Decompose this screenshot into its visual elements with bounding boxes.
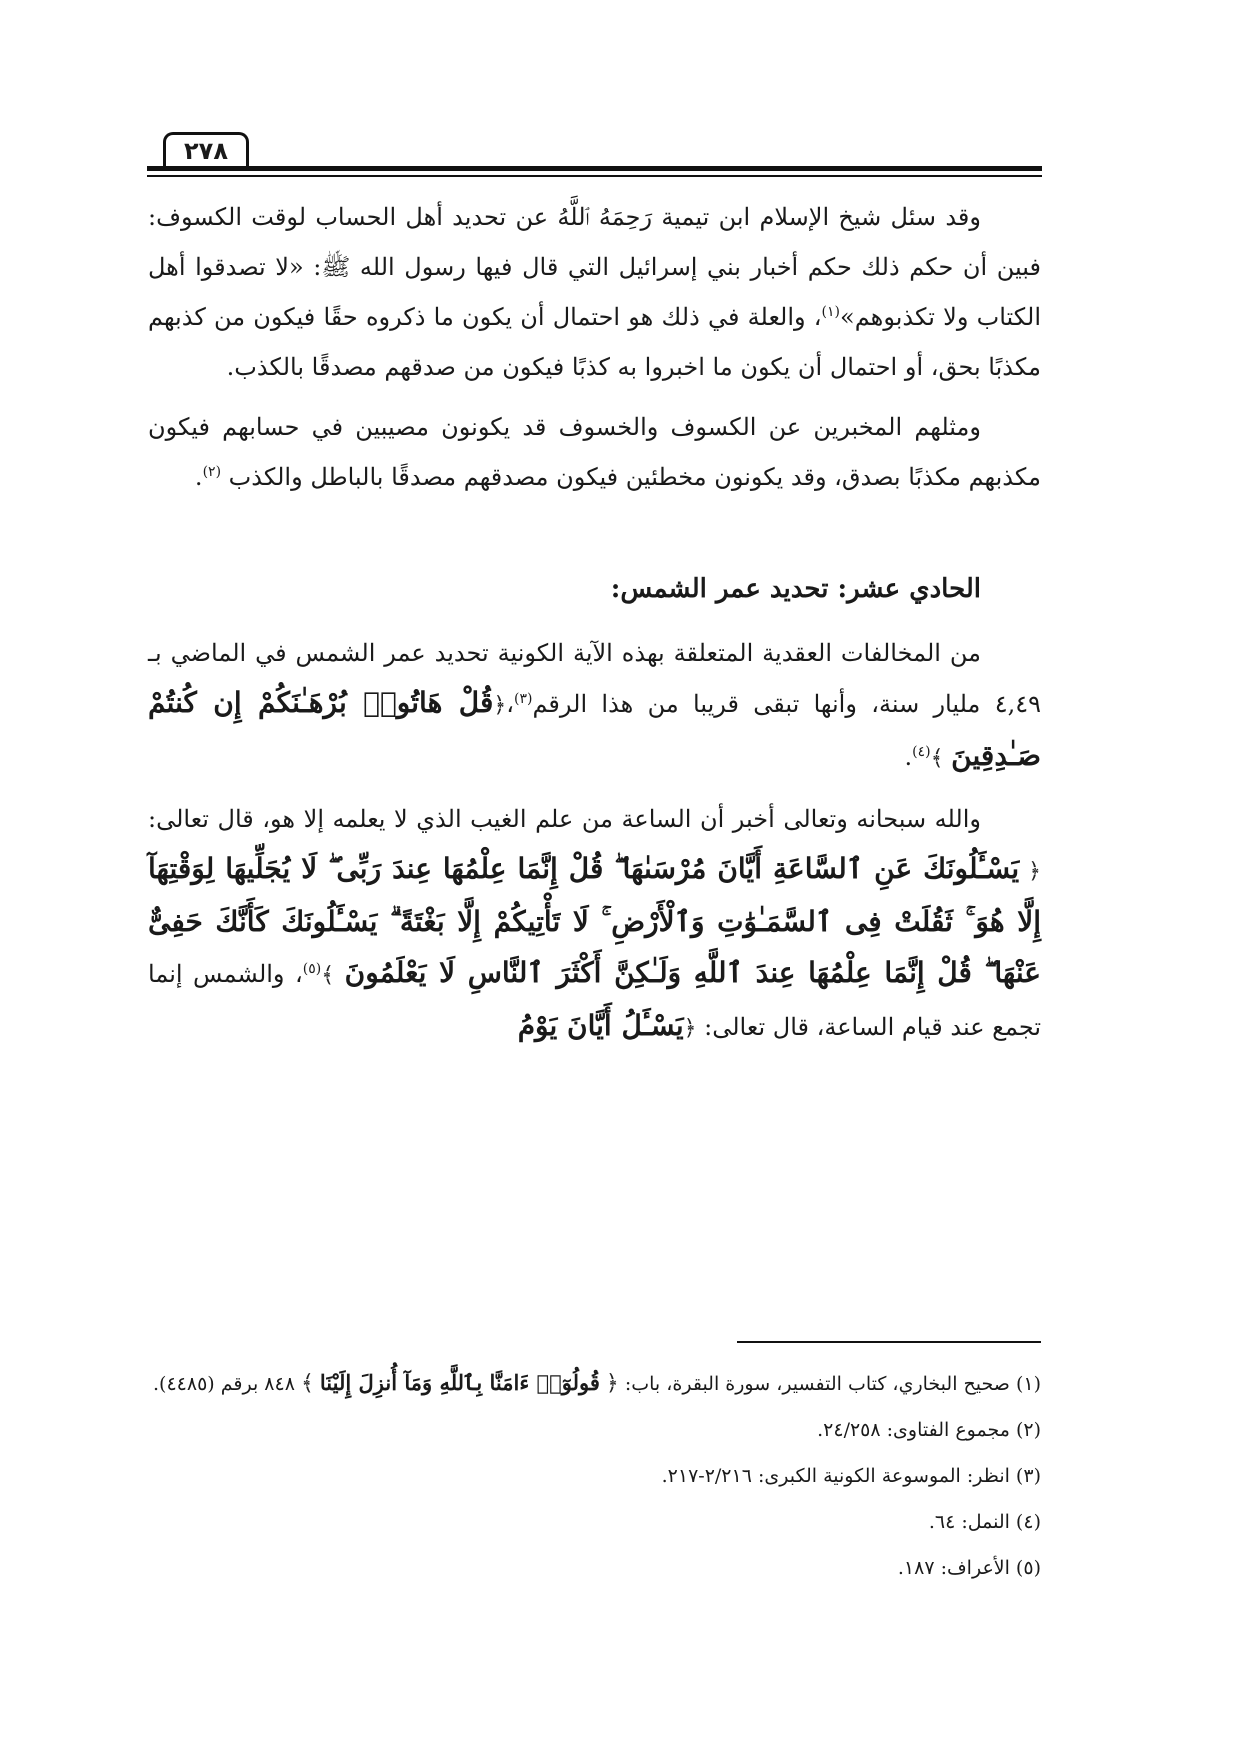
header-rule-thin	[147, 175, 1042, 177]
page-header	[0, 128, 1240, 178]
paragraph-1: وقد سئل شيخ الإسلام ابن تيمية رَحِمَهُ ٱللَّهُ عن تحديد أهل الحساب لوقت الكسوف: فبين أن حكم ذلك حكم أخبار بني إسرائيل التي قال فيها رسول الله ﷺ: «لا تصدقوا أهل الكتاب ولا تكذبوهم»$^{(١)}$، والعلة في ذلك هو احتمال أن يكون ما ذكروه حقًا فيكون من كذبهم مكذبًا بحق، أو احتمال أن يكون ما اخبروا به كذبًا فيكون من صدقهم مصدقًا بالكذب.	[148, 203, 1042, 381]
page-number: ٢٧٨	[163, 132, 249, 167]
footnote-1: (١) صحيح البخاري، كتاب التفسير، سورة البقرة، باب: ﴿ قُولُوٓا۟ ءَامَنَّا بِٱللَّهِ وَمَآ أُنزِلَ إِلَيْنَا ﴾ ٨٤٨ برقم (٤٤٨٥).	[153, 1370, 1041, 1396]
footnote-ref-1[interactable]: (١)	[821, 304, 841, 320]
footnote-4: (٤) النمل: ٦٤.	[928, 1511, 1041, 1533]
footnote-2: (٢) مجموع الفتاوى: ٢٤/٢٥٨.	[817, 1419, 1041, 1441]
footnote-ref-3[interactable]: (٣)	[513, 691, 533, 707]
header-rule-thick	[147, 166, 1042, 171]
footnote-ref-4[interactable]: (٤)	[912, 744, 931, 760]
quran-open-ornament: ﴿	[1028, 859, 1041, 884]
paragraph-3: من المخالفات العقدية المتعلقة بهذه الآية الكونية تحديد عمر الشمس في الماضي بـ ٤,٤٩ مليار سنة، وأنها تبقى قريبا من هذا الرقم$^{(٣)}$،﴿قُلْ هَاتُوا۟ بُرْهَـٰنَكُمْ إِن كُنتُمْ صَـٰدِقِينَ ﴾$^{(٤)}$.	[148, 639, 1041, 772]
footnote-quran: قُولُوٓا۟ ءَامَنَّا بِٱللَّهِ وَمَآ أُنزِلَ إِلَيْنَا	[319, 1370, 600, 1395]
section-heading: الحادي عشر: تحديد عمر الشمس:	[610, 574, 981, 604]
quran-open-ornament: ﴿	[605, 1371, 619, 1396]
footnote-3: (٣) انظر: الموسوعة الكونية الكبرى: ٢/٢١٦-٢١٧.	[661, 1465, 1041, 1487]
paragraph-2: ومثلهم المخبرين عن الكسوف والخسوف قد يكونون مصيبين في حسابهم فيكون مكذبهم مكذبًا بصدق، وقد يكونون مخطئين فيكون مصدقهم مصدقًا بالباطل والكذب $^{(٢)}$.	[148, 413, 1041, 491]
main-text	[148, 192, 1041, 1054]
heading-label: الحادي عشر	[847, 574, 981, 604]
quran-close-ornament: ﴾	[930, 746, 944, 771]
quran-open-ornament: ﴿	[493, 693, 507, 718]
paragraph-4: والله سبحانه وتعالى أخبر أن الساعة من علم الغيب الذي لا يعلمه إلا هو، قال تعالى: ﴿ يَسْـَٔلُونَكَ عَنِ ٱلسَّاعَةِ أَيَّانَ مُرْسَىٰهَا ۖ قُلْ إِنَّمَا عِلْمُهَا عِندَ رَبِّى ۖ لَا يُجَلِّيهَا لِوَقْتِهَآ إِلَّا هُوَ ۚ ثَقُلَتْ فِى ٱلسَّمَـٰوَٰتِ وَٱلْأَرْضِ ۚ لَا تَأْتِيكُمْ إِلَّا بَغْتَةً ۗ يَسْـَٔلُونَكَ كَأَنَّكَ حَفِىٌّ عَنْهَا ۖ قُلْ إِنَّمَا عِلْمُهَا عِندَ ٱللَّهِ وَلَـٰكِنَّ أَكْثَرَ ٱلنَّاسِ لَا يَعْلَمُونَ ﴾$^{(٥)}$، والشمس إنما تجمع عند قيام الساعة، قال تعالى: ﴿يَسْـَٔلُ أَيَّانَ يَوْمُ	[148, 805, 1041, 1042]
footnotes	[148, 1360, 1041, 1591]
quran-verse-1: قُلْ هَاتُوا۟ بُرْهَـٰنَكُمْ إِن كُنتُمْ صَـٰدِقِينَ	[148, 686, 1041, 772]
footnote-ref-2[interactable]: (٢)	[202, 464, 222, 480]
quran-close-ornament: ﴾	[300, 1371, 314, 1396]
quran-verse-3: يَسْـَٔلُ أَيَّانَ يَوْمُ	[517, 1009, 684, 1042]
heading-title: تحديد عمر الشمس	[620, 574, 829, 604]
quran-close-ornament: ﴾	[321, 963, 335, 988]
footnote-separator	[737, 1341, 1041, 1343]
footnote-5: (٥) الأعراف: ١٨٧.	[897, 1557, 1041, 1579]
quran-verse-2: يَسْـَٔلُونَكَ عَنِ ٱلسَّاعَةِ أَيَّانَ مُرْسَىٰهَا ۖ قُلْ إِنَّمَا عِلْمُهَا عِندَ رَبِّى ۖ لَا يُجَلِّيهَا لِوَقْتِهَآ إِلَّا هُوَ ۚ ثَقُلَتْ فِى ٱلسَّمَـٰوَٰتِ وَٱلْأَرْضِ ۚ لَا تَأْتِيكُمْ إِلَّا بَغْتَةً ۗ يَسْـَٔلُونَكَ كَأَنَّكَ حَفِىٌّ عَنْهَا ۖ قُلْ إِنَّمَا عِلْمُهَا عِندَ ٱللَّهِ وَلَـٰكِنَّ أَكْثَرَ ٱلنَّاسِ لَا يَعْلَمُونَ	[148, 852, 1041, 989]
footnote-ref-5[interactable]: (٥)	[302, 961, 322, 977]
quran-open-ornament: ﴿	[683, 1016, 697, 1041]
